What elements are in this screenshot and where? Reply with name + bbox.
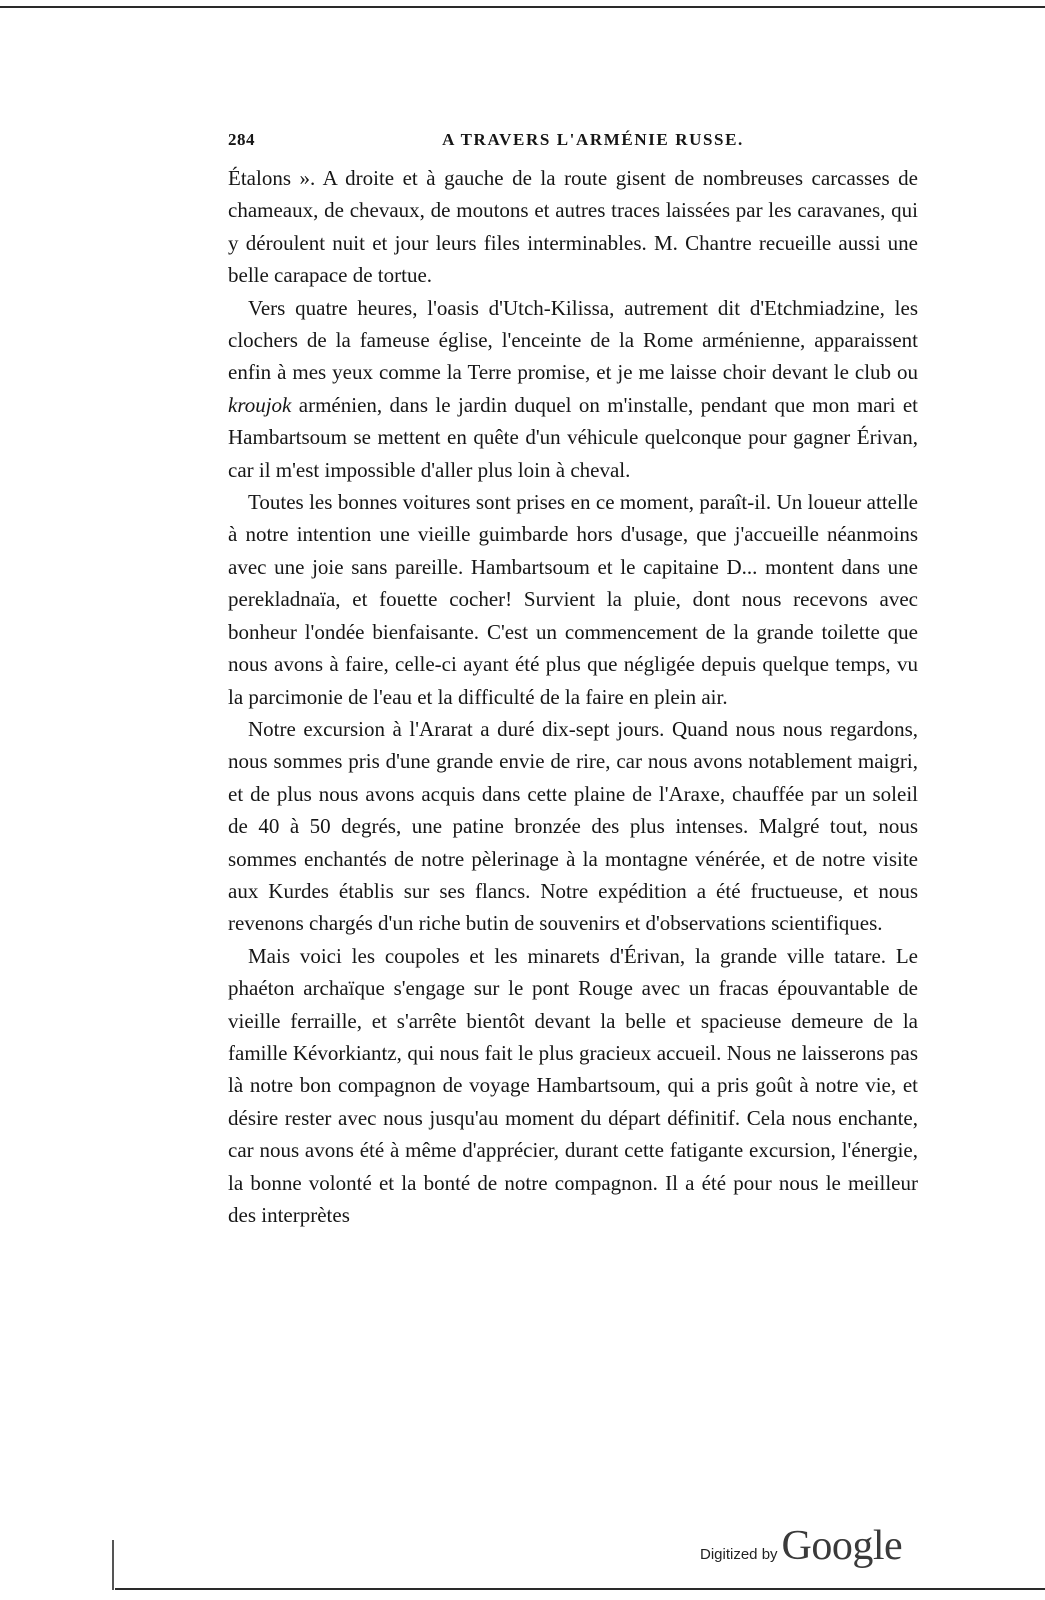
digitized-by-watermark: [700, 1522, 920, 1572]
bottom-scan-rule: [115, 1588, 1045, 1590]
page-number: 284: [228, 130, 255, 149]
paragraph-2: [228, 292, 918, 486]
paragraph-3: Toutes les bonnes voitures sont prises en ce moment, paraît-il. Un loueur attelle à notre intention une vieille guimbarde hors d'usage, que j'accueille néanmoins avec une joie sans pareille. Hambartsoum et le capitaine D... montent dans une perekladnaïa, et fouette cocher! Survient la pluie, dont nous recevons avec bonheur l'ondée bienfaisante. C'est un commencement de la grande toilette que nous avons à faire, celle-ci ayant été plus que négligée depuis quelque temps, vu la parcimonie de l'eau et la difficulté de la faire en plein air.: [228, 490, 918, 709]
body-text: [228, 162, 918, 1231]
margin-mark: [112, 1540, 114, 1590]
google-logo: Google: [781, 1523, 903, 1569]
running-head: [228, 130, 918, 154]
paragraph-2-text-after: arménien, dans le jardin duquel on m'installe, pendant que mon mari et Hambartsoum se mettent en quête d'un véhicule quelconque pour gagner Érivan, car il m'est impossible d'aller plus loin à cheval.: [228, 392, 918, 482]
paragraph-2-text-before: Vers quatre heures, l'oasis d'Utch-Kilissa, autrement dit d'Etchmiadzine, les clochers de la fameuse église, l'enceinte de la Rome arménienne, apparaissent enfin à mes yeux comme la Terre promise, et je me laisse choir devant le club ou: [228, 295, 918, 385]
digitized-by-label: Digitized by: [700, 1546, 778, 1563]
paragraph-4: Notre excursion à l'Ararat a duré dix-sept jours. Quand nous nous regardons, nous sommes pris d'une grande envie de rire, car nous avons notablement maigri, et de plus nous avons acquis dans cette plaine de l'Araxe, chauffée par un soleil de 40 à 50 degrés, une patine bronzée des plus intenses. Malgré tout, nous sommes enchantés de notre pèlerinage à la montagne vénérée, et de notre visite aux Kurdes établis sur ses flancs. Notre expédition a été fructueuse, et nous revenons chargés d'un riche butin de souvenirs et d'observations scientifiques.: [228, 716, 918, 936]
paragraph-1: Étalons ». A droite et à gauche de la route gisent de nombreuses carcasses de chameaux, de chevaux, de moutons et autres traces laissées par les caravanes, qui y déroulent nuit et jour leurs files interminables. M. Chantre recueille aussi une belle carapace de tortue.: [228, 166, 918, 288]
paragraph-2-emphasis: kroujok: [228, 392, 292, 417]
running-title: A TRAVERS L'ARMÉNIE RUSSE.: [442, 130, 744, 149]
top-scan-rule: [0, 6, 1045, 8]
paragraph-5: Mais voici les coupoles et les minarets d'Érivan, la grande ville tatare. Le phaéton archaïque s'engage sur le pont Rouge avec un fracas épouvantable de vieille ferraille, et s'arrête bientôt devant la belle et spacieuse demeure de la famille Kévorkiantz, qui nous fait le plus gracieux accueil. Nous ne laisserons pas là notre bon compagnon de voyage Hambartsoum, qui a pris goût à notre vie, et désire rester avec nous jusqu'au moment du départ définitif. Cela nous enchante, car nous avons été à même d'apprécier, durant cette fatigante excursion, l'énergie, la bonne volonté et la bonté de notre compagnon. Il a été pour nous le meilleur des interprètes: [228, 943, 918, 1227]
